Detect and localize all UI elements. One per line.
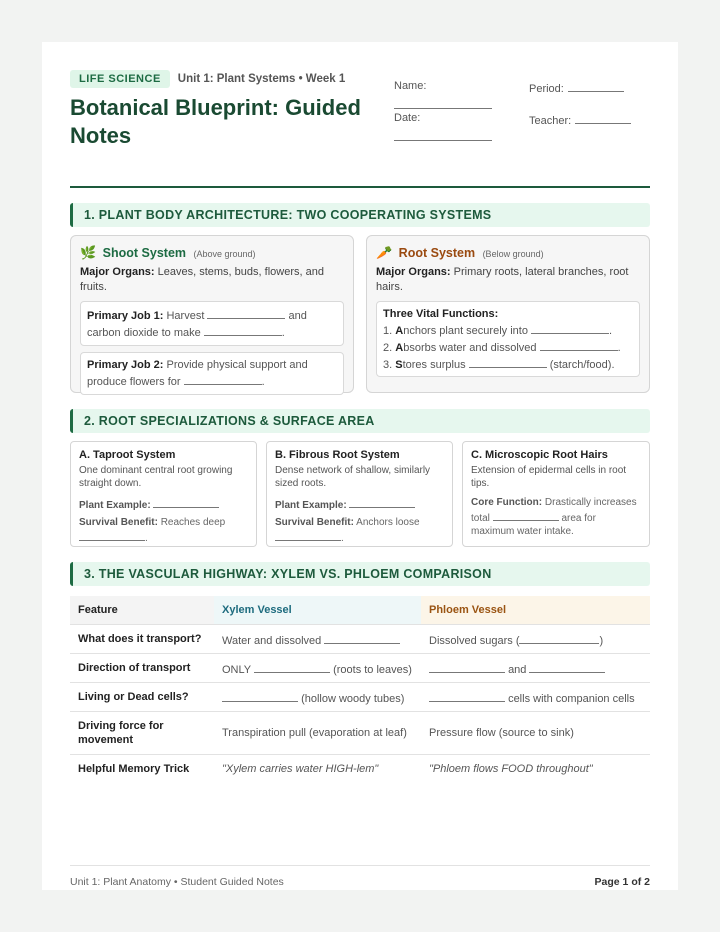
leaf-icon: 🌿 — [80, 245, 97, 260]
root-organs: Major Organs: Primary roots, lateral branches, root hairs. — [376, 266, 629, 293]
blank-line[interactable] — [469, 356, 547, 368]
blank-line[interactable] — [184, 373, 262, 385]
unit-label: Unit 1: Plant Systems • Week 1 — [177, 73, 346, 85]
blank-line[interactable] — [519, 632, 599, 644]
column-header: Xylem Vessel — [214, 596, 421, 625]
shoot-organs: Major Organs: Leaves, stems, buds, flowers, and fruits. — [80, 266, 324, 293]
carrot-icon: 🥕 — [376, 245, 393, 260]
page-number: Page 1 of 2 — [594, 876, 650, 888]
blank-line[interactable] — [153, 496, 219, 508]
name-field[interactable]: Name: — [394, 80, 492, 109]
header — [70, 70, 650, 160]
period-field[interactable]: Period: — [529, 80, 624, 95]
plant-example: Plant Example: — [275, 496, 444, 512]
primary-job-2: Primary Job 2: Provide physical support and produce flowers for . — [80, 352, 344, 395]
shoot-system-title: Shoot System — [102, 246, 187, 260]
vital-functions-list: Three Vital Functions: 1. Anchors plant securely into . 2. Absorbs water and dissolved . 3. Stores surplus (starch/food). — [376, 301, 640, 377]
function-absorbs: 2. Absorbs water and dissolved . — [383, 339, 633, 356]
function-stores: 3. Stores surplus (starch/food). — [383, 356, 633, 373]
shoot-system-note: (Above ground) — [193, 249, 256, 259]
table-row: Living or Dead cells? (hollow woody tubes) cells with companion cells — [70, 683, 650, 712]
blank-line[interactable] — [222, 690, 298, 702]
blank-line[interactable] — [349, 496, 415, 508]
blank-line[interactable] — [254, 661, 330, 673]
column-header: Feature — [70, 596, 214, 625]
table-header-row — [70, 596, 650, 625]
phloem-memory-trick: "Phloem flows FOOD throughout" — [429, 763, 593, 775]
xylem-memory-trick: "Xylem carries water HIGH-lem" — [222, 763, 379, 775]
primary-job-1: Primary Job 1: Harvest and carbon dioxide to make . — [80, 301, 344, 346]
table-row: What does it transport? Water and dissolved Dissolved sugars ( ) — [70, 625, 650, 654]
fibrous-root-card: B. Fibrous Root System Dense network of shallow, similarly sized roots. Plant Example: Survival Benefit: Anchors loose . — [266, 441, 453, 547]
blank-line[interactable] — [275, 529, 341, 541]
teacher-field[interactable]: Teacher: — [529, 112, 631, 127]
blank-line[interactable] — [324, 632, 400, 644]
page-title: Botanical Blueprint: Guided Notes — [70, 95, 361, 148]
section-3-heading: 3. THE VASCULAR HIGHWAY: XYLEM VS. PHLOEM COMPARISON — [70, 562, 650, 586]
root-system-card — [366, 235, 650, 393]
taproot-card: A. Taproot System One dominant central root growing straight down. Plant Example: Survival Benefit: Reaches deep . — [70, 441, 257, 547]
blank-line[interactable] — [493, 509, 559, 521]
header-divider — [70, 186, 650, 188]
blank-line[interactable] — [79, 529, 145, 541]
shoot-system-card — [70, 235, 354, 393]
table-row: Driving force for movement Transpiration pull (evaporation at leaf) Pressure flow (source to sink) — [70, 712, 650, 755]
core-function: Core Function: Drastically increases total area for maximum water intake. — [471, 497, 637, 537]
section-1-heading: 1. PLANT BODY ARCHITECTURE: TWO COOPERATING SYSTEMS — [70, 203, 650, 227]
survival-benefit: Survival Benefit: Anchors loose . — [275, 517, 420, 544]
column-header: Phloem Vessel — [421, 596, 650, 625]
blank-line[interactable] — [204, 324, 282, 336]
root-hairs-card: C. Microscopic Root Hairs Extension of epidermal cells in root tips. Core Function: Drastically increases total area for maximum water intake. — [462, 441, 650, 547]
survival-benefit: Survival Benefit: Reaches deep . — [79, 517, 226, 544]
blank-line[interactable] — [540, 339, 618, 351]
table-row: Direction of transport ONLY (roots to leaves) and — [70, 654, 650, 683]
root-system-note: (Below ground) — [482, 249, 544, 259]
table-row: Helpful Memory Trick "Xylem carries water HIGH-lem" "Phloem flows FOOD throughout" — [70, 755, 650, 784]
blank-line[interactable] — [529, 661, 605, 673]
blank-line[interactable] — [429, 661, 505, 673]
subject-badge: LIFE SCIENCE — [70, 70, 170, 88]
blank-line[interactable] — [429, 690, 505, 702]
worksheet-page — [42, 42, 678, 890]
xylem-phloem-table — [70, 596, 650, 783]
footer-label: Unit 1: Plant Anatomy • Student Guided Notes — [70, 876, 284, 888]
root-system-title: Root System — [398, 246, 476, 260]
section-2-heading: 2. ROOT SPECIALIZATIONS & SURFACE AREA — [70, 409, 650, 433]
function-anchors: 1. Anchors plant securely into . — [383, 322, 633, 339]
blank-line[interactable] — [207, 307, 285, 319]
blank-line[interactable] — [531, 322, 609, 334]
date-field[interactable]: Date: — [394, 112, 492, 141]
page-footer — [70, 865, 650, 888]
plant-example: Plant Example: — [79, 496, 248, 512]
